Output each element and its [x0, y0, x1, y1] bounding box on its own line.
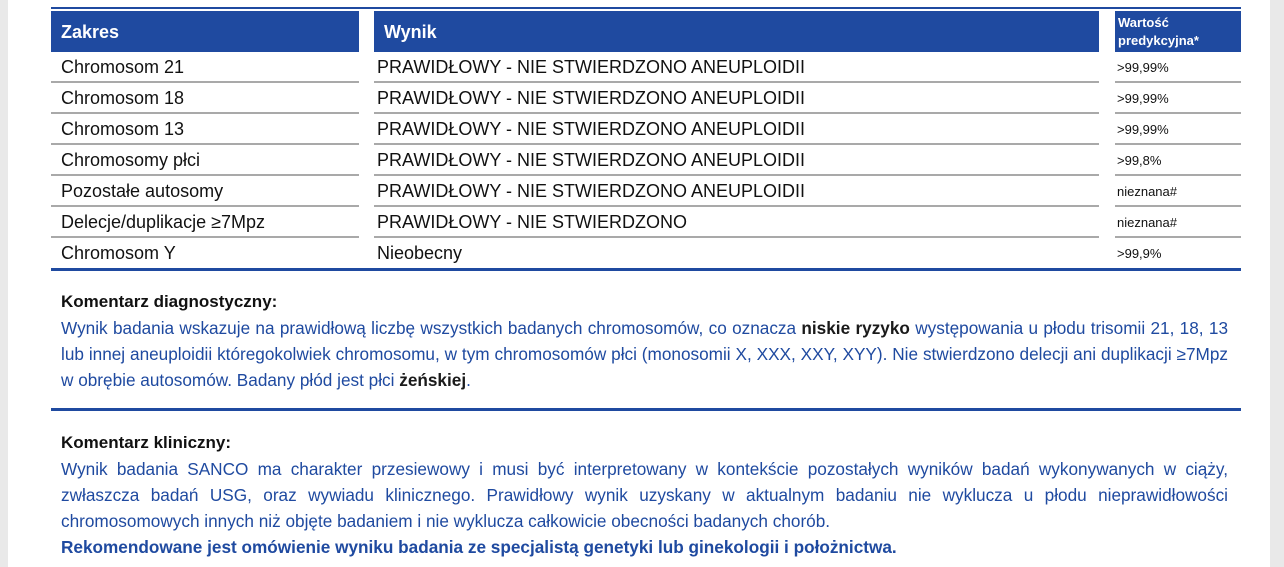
cell-wartosc: >99,99% — [1117, 91, 1169, 106]
cell-wartosc: >99,99% — [1117, 60, 1169, 75]
diagnostic-comment-title: Komentarz diagnostyczny: — [61, 292, 278, 311]
cell-wartosc: nieznana# — [1117, 184, 1177, 199]
cell-zakres: Chromosom Y — [61, 243, 176, 263]
table-bottom-rule — [51, 268, 1241, 271]
clinical-comment-text: Wynik badania SANCO ma charakter przesiewowy i musi być interpretowany w kontekście pozostałych wyników badań wykonywanych w ciąży, zwłaszcza badań USG, oraz wywiadu klinicznego. Prawidłowy wynik uzyskany w aktualnym badaniu nie wyklucza u płodu nieprawidłowości chromosomowych innych niż objęte badaniem i nie wyklucza całkowicie obecności badanych chorób. Rekomendowane jest omówienie wyniku badania ze specjalistą genetyki lub ginekologii i położnictwa. — [61, 459, 1228, 557]
cell-wartosc: >99,8% — [1117, 153, 1162, 168]
cell-wartosc: nieznana# — [1117, 215, 1177, 230]
table-row — [51, 176, 1241, 207]
cell-zakres: Pozostałe autosomy — [61, 181, 224, 201]
cell-wynik: PRAWIDŁOWY - NIE STWIERDZONO ANEUPLOIDII — [377, 88, 806, 108]
cell-wartosc: >99,9% — [1117, 246, 1162, 261]
table-row — [51, 83, 1241, 114]
top-rule — [51, 7, 1241, 9]
recommendation-text: Rekomendowane jest omówienie wyniku badania ze specjalistą genetyki lub ginekologii i położnictwa. — [61, 537, 897, 557]
header-wartosc: Wartość predykcyjna* — [1115, 11, 1241, 52]
cell-zakres: Chromosom 21 — [61, 57, 185, 77]
diagnostic-comment-text: Wynik badania wskazuje na prawidłową liczbę wszystkich badanych chromosomów, co oznacza niskie ryzyko występowania u płodu trisomii 21, 18, 13 lub innej aneuploidii któregokolwiek chromosomu, w tym chromosomów płci (monosomii X, XXX, XXY, XYY). Nie stwierdzono delecji ani duplikacji ≥7Mpz w obrębie autosomów. Badany płód jest płci żeńskiej. — [61, 318, 1228, 390]
cell-zakres: Chromosomy płci — [61, 150, 201, 170]
cell-wynik: PRAWIDŁOWY - NIE STWIERDZONO ANEUPLOIDII — [377, 119, 806, 139]
clinical-comment-title: Komentarz kliniczny: — [61, 433, 232, 452]
table-row — [51, 207, 1241, 238]
table-row — [51, 238, 1241, 269]
section-divider — [51, 408, 1241, 411]
cell-wynik: PRAWIDŁOWY - NIE STWIERDZONO — [377, 212, 688, 232]
table-row — [51, 52, 1241, 83]
cell-wynik: PRAWIDŁOWY - NIE STWIERDZONO ANEUPLOIDII — [377, 150, 806, 170]
header-zakres: Zakres — [51, 11, 359, 52]
table-row — [51, 114, 1241, 145]
cell-wynik: PRAWIDŁOWY - NIE STWIERDZONO ANEUPLOIDII — [377, 57, 806, 77]
sex-emphasis: żeńskiej — [399, 370, 467, 390]
cell-zakres: Delecje/duplikacje ≥7Mpz — [61, 212, 265, 232]
cell-zakres: Chromosom 13 — [61, 119, 185, 139]
cell-wynik: PRAWIDŁOWY - NIE STWIERDZONO ANEUPLOIDII — [377, 181, 806, 201]
table-row — [51, 145, 1241, 176]
cell-wartosc: >99,99% — [1117, 122, 1169, 137]
header-wynik: Wynik — [374, 11, 1099, 52]
cell-zakres: Chromosom 18 — [61, 88, 185, 108]
document-page — [8, 0, 1270, 567]
cell-wynik: Nieobecny — [377, 243, 463, 263]
low-risk-emphasis: niskie ryzyko — [801, 318, 910, 338]
